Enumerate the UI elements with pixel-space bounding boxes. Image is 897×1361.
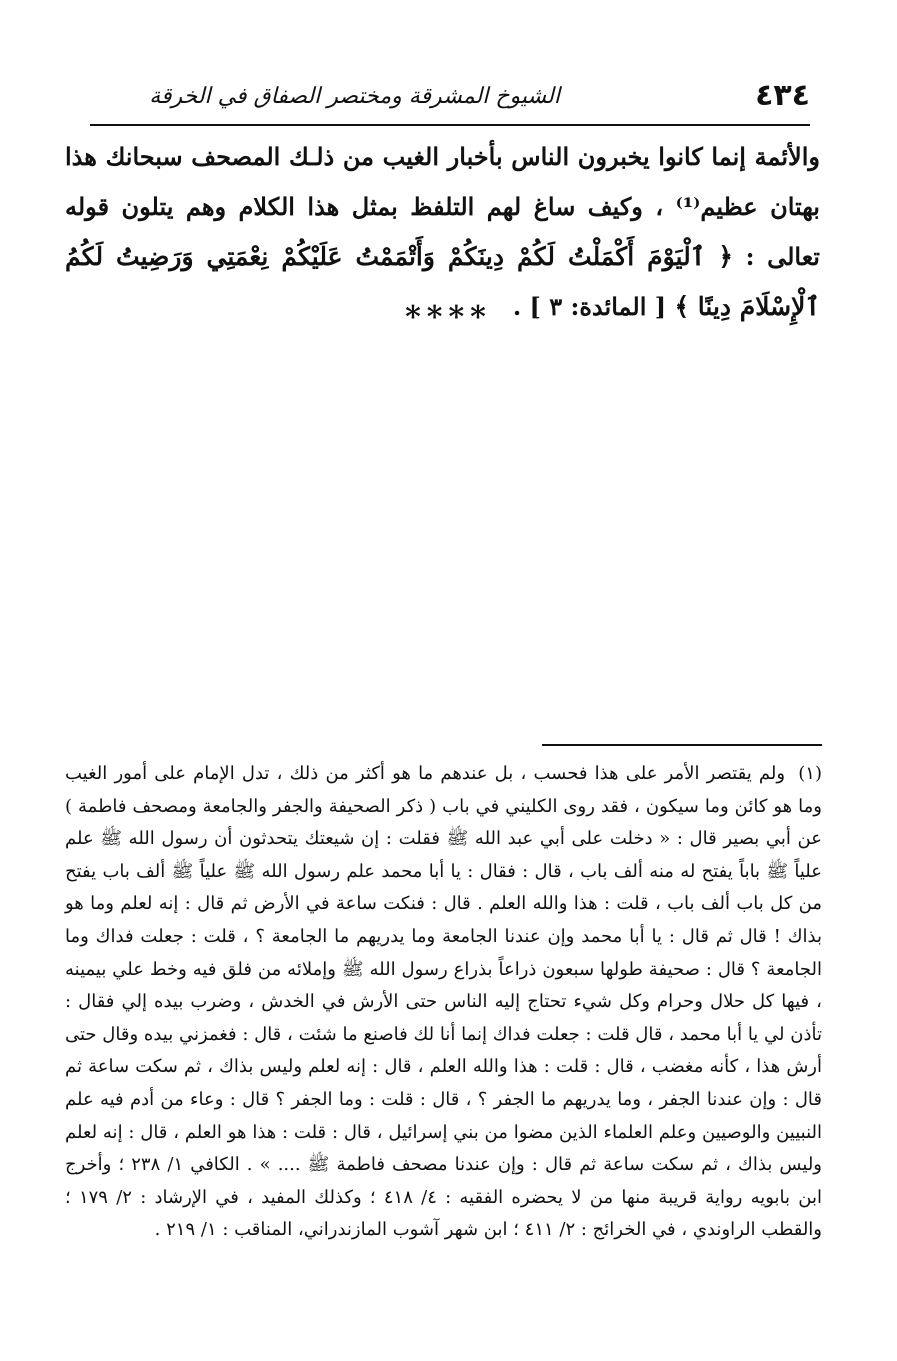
header-rule <box>90 124 810 126</box>
footnote-marker: (١) <box>798 763 822 784</box>
running-title: الشيوخ المشرقة ومختصر الصفاق في الخرقة <box>149 84 560 109</box>
footnote-text: ولم يقتصر الأمر على هذا فحسب ، بل عندهم ما هو أكثر من ذلك ، تدل الإمام على أمور الغيب وما هو كائن وما سيكون ، فقد روى الكليني في باب ( ذكر الصحيفة والجفر والجامعة ومصحف فاطمة ) عن أبي بصير قال : « دخلت على أبي عبد الله ﷺ فقلت : إن شيعتك يتحدثون أن رسول الله ﷺ علم علياً ﷺ باباً يفتح له منه ألف باب ، قال : فقال : يا أبا محمد علم رسول الله ﷺ علياً ﷺ ألف باب يفتح من كل باب ألف باب ، قلت : هذا والله العلم . قال : فنكت ساعة في الأرض ثم قال : إنه لعلم وما هو بذاك ! قال ثم قال : يا أبا محمد وإن عندنا الجامعة وما يدريهم ما الجامعة ؟ ، قلت : جعلت فداك وما الجامعة ؟ قال : صحيفة طولها سبعون ذراعاً بذراع رسول الله ﷺ وإملائه من فلق فيه وخط علي بيمينه ، فيها كل حلال وحرام وكل شيء تحتاج إليه الناس حتى الأرش في الخدش ، وضرب بيده إلي فقال : تأذن لي يا أبا محمد ، قال قلت : جعلت فداك إنما أنا لك فاصنع ما شئت ، قال : فغمزني بيده وقال حتى أرش هذا ، كأنه مغضب ، قال : قلت : هذا والله العلم ، قال : إنه لعلم وليس بذاك ، ثم سكت ساعة ثم قال : وإن عندنا الجفر ، وما يدريهم ما الجفر ؟ ، قال : قلت : وما الجفر ؟ قال : وعاء من أدم فيه علم النبيين والوصيين وعلم العلماء الذين مضوا من بني إسرائيل ، قال : قلت : هذا هو العلم ، قال : إنه لعلم وليس بذاك ، ثم سكت ساعة ثم قال : وإن عندنا مصحف فاطمة ﷺ .... » . الكافي ١/ ٢٣٨ ؛ وأخرج ابن بابويه رواية قريبة منها من لا يحضره الفقيه : ٤/ ٤١٨ ؛ وكذلك المفيد ، في الإرشاد : ٢/ ١٧٩ ؛ والقطب الراوندي ، في الخرائج : ٢/ ٤١١ ؛ ابن شهر آشوب المازندراني، المناقب : ١/ ٢١٩ . <box>65 763 823 1241</box>
quran-verse: ﴿ ٱلْيَوْمَ أَكْمَلْتُ لَكُمْ دِينَكُمْ وَأَتْمَمْتُ عَلَيْكُمْ نِعْمَتِي وَرَضِيتُ لَكُمُ ٱلْإِسْلَامَ دِينًا ﴾ <box>65 242 820 321</box>
page-number: ٤٣٤ <box>755 78 810 113</box>
footnote-1 <box>65 758 822 1247</box>
verse-citation: [ المائدة: ٣ ] . <box>512 292 667 321</box>
section-separator: **** <box>405 300 492 335</box>
footnotes <box>65 758 822 1247</box>
page-header <box>90 78 810 126</box>
main-paragraph-text: والأئمة إنما كانوا يخبرون الناس بأخبار الغيب من ذلـك المصحف سبحانك هذا بهتان عظيم⁽¹⁾ ، وكيف ساغ لهم التلفظ بمثل هذا الكلام وهم يتلون قوله تعالى : <box>65 142 820 271</box>
footnote-rule <box>542 744 822 746</box>
